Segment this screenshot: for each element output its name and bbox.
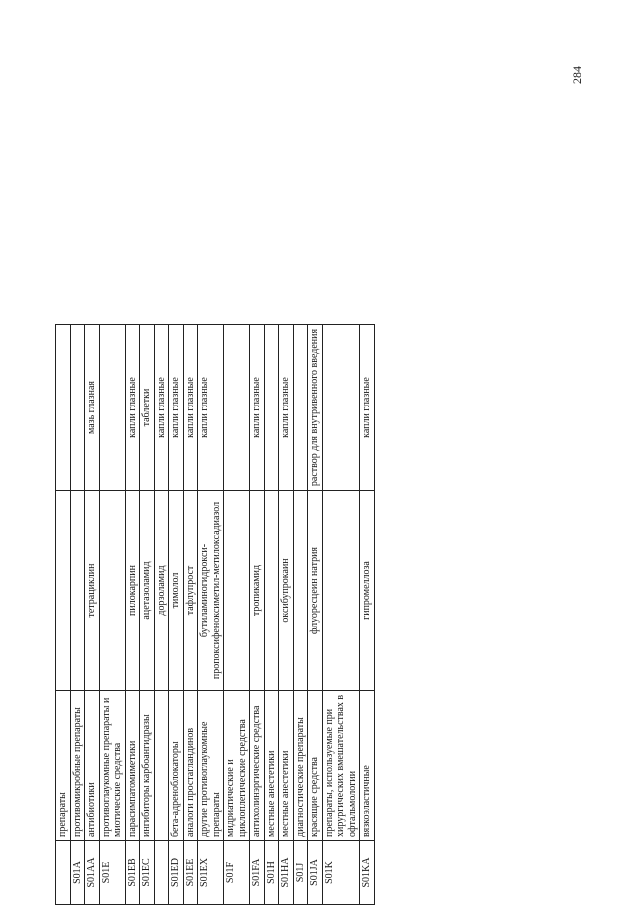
atc-code-cell: S01FA (250, 841, 265, 905)
group-name-cell: диагностические препараты (293, 691, 308, 841)
atc-code-cell: S01KA (360, 841, 375, 905)
table-row (56, 325, 71, 905)
table-row (264, 325, 279, 905)
atc-code-cell: S01EC (140, 841, 155, 905)
drug-name-cell: тропикамид (250, 491, 265, 691)
drug-name-cell: оксибупрокаин (279, 491, 294, 691)
page-number: 284 (570, 66, 584, 84)
group-name-cell: препараты (56, 691, 71, 841)
group-name-cell: другие противоглаукомные препараты (198, 691, 224, 841)
table-row (224, 325, 250, 905)
drug-name-cell: ацетазоламид (140, 491, 155, 691)
dosage-form-cell: раствор для внутривенного введения (308, 325, 323, 491)
atc-code-cell: S01AA (85, 841, 100, 905)
table-row (322, 325, 360, 905)
drug-name-cell: гипромеллоза (360, 491, 375, 691)
group-name-cell: антибиотики (85, 691, 100, 841)
drug-name-cell (293, 491, 308, 691)
group-name-cell: антихолинэргические средства (250, 691, 265, 841)
dosage-form-cell: капли глазные (154, 325, 169, 491)
atc-code-cell: S01K (322, 841, 360, 905)
table-row (85, 325, 100, 905)
drug-classification-table-rotated (55, 325, 563, 905)
table-row (293, 325, 308, 905)
dosage-form-cell: капли глазные (360, 325, 375, 491)
drug-name-cell (99, 491, 125, 691)
atc-code-cell: S01ED (169, 841, 184, 905)
dosage-form-cell: таблетки (140, 325, 155, 491)
table-row (250, 325, 265, 905)
group-name-cell: бета-адреноблокаторы (169, 691, 184, 841)
group-name-cell: красящие средства (308, 691, 323, 841)
dosage-form-cell: капли глазные (183, 325, 198, 491)
table-row (140, 325, 155, 905)
drug-name-cell: тетрациклин (85, 491, 100, 691)
drug-name-cell (264, 491, 279, 691)
drug-name-cell: тимолол (169, 491, 184, 691)
table-row (279, 325, 294, 905)
atc-code-cell: S01H (264, 841, 279, 905)
drug-name-cell: бутиламиногидрокси-пропоксифеноксиметил-метилоксадиазол (198, 491, 224, 691)
table-row (99, 325, 125, 905)
dosage-form-cell (322, 325, 360, 491)
table-row (308, 325, 323, 905)
dosage-form-cell (264, 325, 279, 491)
dosage-form-cell: мазь глазная (85, 325, 100, 491)
atc-code-cell: S01EX (198, 841, 224, 905)
group-name-cell: противомикробные препараты (70, 691, 85, 841)
group-name-cell: мидриатические и циклоплегические средства (224, 691, 250, 841)
dosage-form-cell (99, 325, 125, 491)
table-row (169, 325, 184, 905)
drug-name-cell (224, 491, 250, 691)
drug-name-cell (70, 491, 85, 691)
drug-name-cell (322, 491, 360, 691)
dosage-form-cell: капли глазные (198, 325, 224, 491)
dosage-form-cell: капли глазные (279, 325, 294, 491)
group-name-cell (154, 691, 169, 841)
dosage-form-cell (293, 325, 308, 491)
atc-code-cell: S01EB (125, 841, 140, 905)
drug-name-cell: флуоресцеин натрия (308, 491, 323, 691)
atc-code-cell: S01E (99, 841, 125, 905)
group-name-cell: противоглаукомные препараты и миотические средства (99, 691, 125, 841)
atc-code-cell: S01J (293, 841, 308, 905)
atc-code-cell: S01EE (183, 841, 198, 905)
group-name-cell: парасимпатомиметики (125, 691, 140, 841)
drug-classification-table (55, 324, 375, 905)
drug-name-cell: пилокарпин (125, 491, 140, 691)
table-row (70, 325, 85, 905)
group-name-cell: ингибиторы карбоангидразы (140, 691, 155, 841)
table-row (125, 325, 140, 905)
drug-name-cell (56, 491, 71, 691)
table-row (183, 325, 198, 905)
dosage-form-cell: капли глазные (125, 325, 140, 491)
dosage-form-cell (56, 325, 71, 491)
drug-name-cell: дорзоламид (154, 491, 169, 691)
atc-code-cell: S01A (70, 841, 85, 905)
group-name-cell: аналоги простагландинов (183, 691, 198, 841)
drug-name-cell: тафлупрост (183, 491, 198, 691)
dosage-form-cell: капли глазные (169, 325, 184, 491)
dosage-form-cell: капли глазные (250, 325, 265, 491)
dosage-form-cell (224, 325, 250, 491)
group-name-cell: препараты, используемые при хирургических вмешательствах в офтальмологии (322, 691, 360, 841)
group-name-cell: местные анестетики (279, 691, 294, 841)
table-row (360, 325, 375, 905)
table-row (198, 325, 224, 905)
dosage-form-cell (70, 325, 85, 491)
atc-code-cell (56, 841, 71, 905)
atc-code-cell: S01F (224, 841, 250, 905)
group-name-cell: местные анестетики (264, 691, 279, 841)
group-name-cell: вязкоэластичные (360, 691, 375, 841)
atc-code-cell: S01JA (308, 841, 323, 905)
atc-code-cell (154, 841, 169, 905)
table-row (154, 325, 169, 905)
atc-code-cell: S01HA (279, 841, 294, 905)
